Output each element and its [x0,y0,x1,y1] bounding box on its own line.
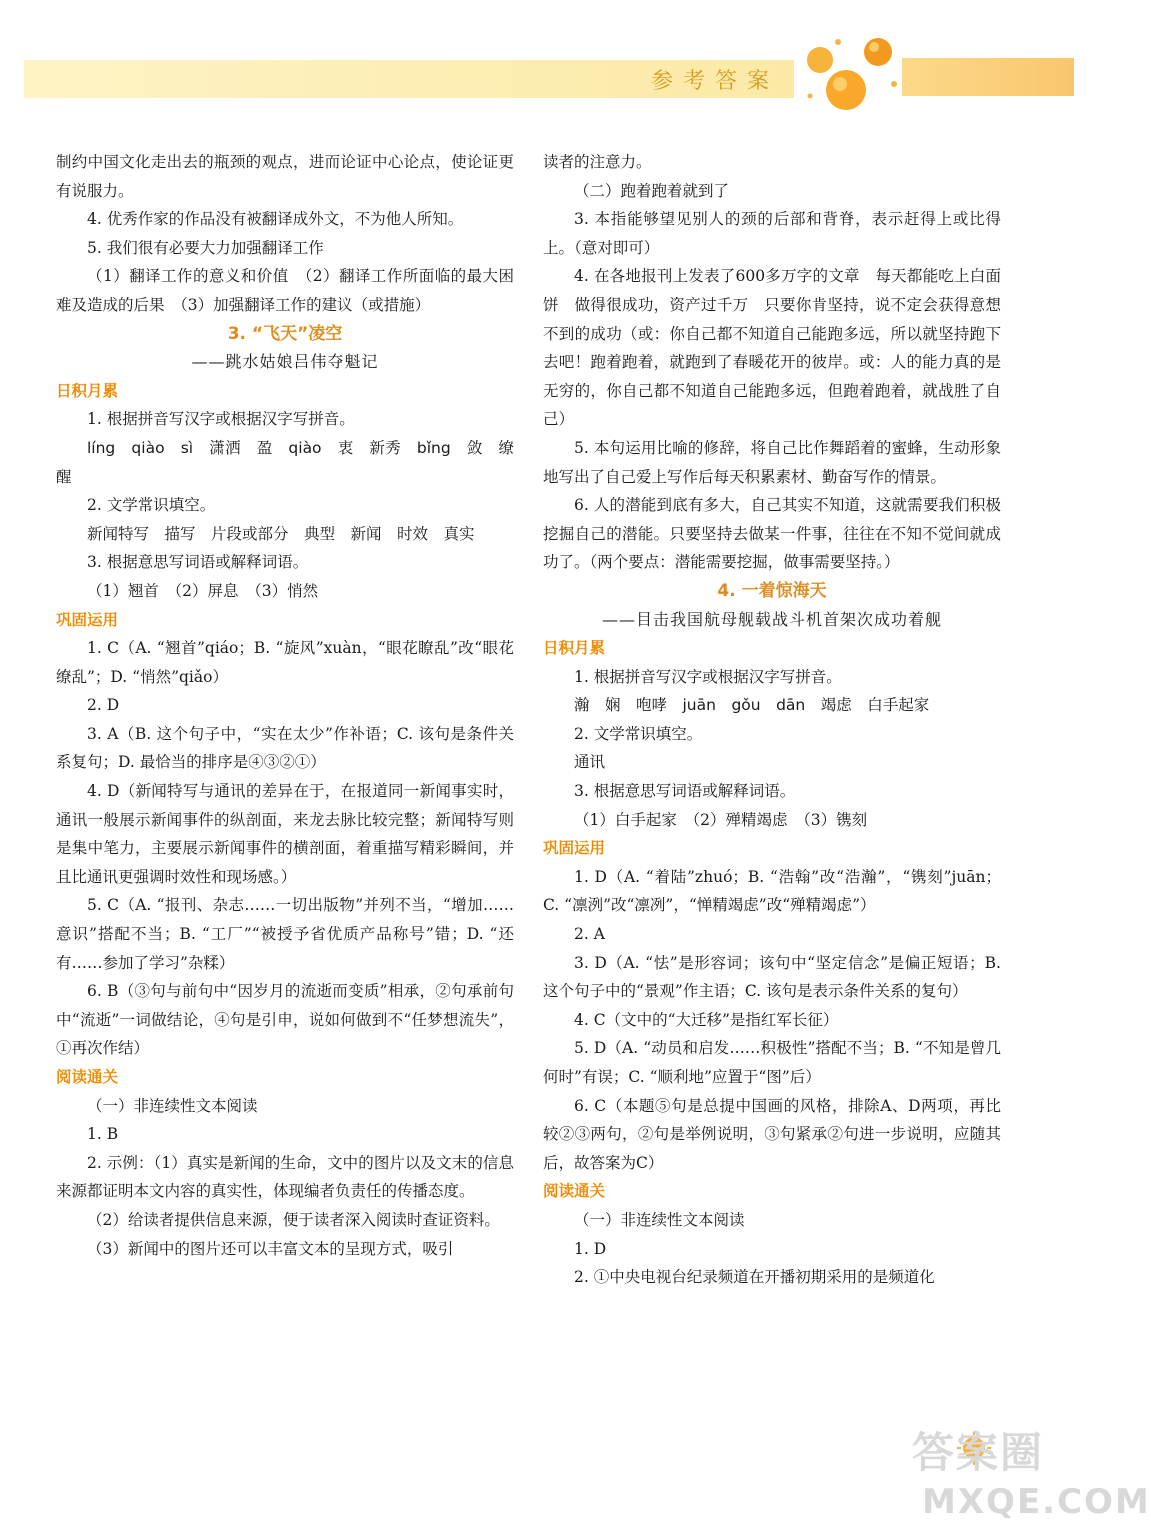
planet-decoration-icon [798,30,902,120]
answer-paragraph: 5. C（A. “报刊、杂志……一切出版物”并列不当，“增加……意识”搭配不当；B. “工厂”“被授予省优质产品称号”错；D. “还有……参加了学习”杂糅） [56,896,514,972]
header-title: 参考答案 [650,69,779,94]
answer-paragraph: 3. 根据意思写词语或解释词语。 [87,553,309,572]
answer-paragraph: 5. 本句运用比喻的修辞，将自己比作舞蹈着的蜜蜂，生动形象地写出了自己爱上写作后每天积累素材、勤奋写作的情景。 [543,438,1001,486]
answer-paragraph: 4. D（新闻特写与通讯的差异在于，在报道同一新闻事实时，通讯一般展示新闻事件的纵剖面，来龙去脉比较完整；新闻特写则是集中笔力，主要展示新闻事件的横剖面，着重描写精彩瞬间，并且比通讯更强调时效性和现场感。） [56,782,514,886]
answer-paragraph: 通讯 [574,753,606,772]
answer-paragraph: 4. 优秀作家的作品没有被翻译成外文，不为他人所知。 [87,210,464,229]
answer-paragraph: （一）非连续性文本阅读 [574,1210,745,1229]
watermark [912,1420,1151,1530]
answer-paragraph: （一）非连续性文本阅读 [87,1096,258,1115]
lesson-title: 3. “飞天”凌空 [227,323,343,344]
answer-paragraph: 2. 文学常识填空。 [574,724,703,743]
answer-paragraph: 1. D（A. “着陆”zhuó；B. “浩翰”改“浩瀚”，“镌刻”juān；C. “凛洌”改“凛冽”，“惮精竭虑”改“殚精竭虑”） [543,867,1001,915]
answer-paragraph: 5. 我们很有必要大力加强翻译工作 [87,238,324,257]
answer-paragraph: 1. 根据拼音写汉字或根据汉字写拼音。 [87,410,355,429]
right-column [543,148,1001,1292]
answer-paragraph: 4. 在各地报刊上发表了600多万字的文章 每天都能吃上白面饼 做得很成功，资产过千万 只要你肯坚持，说不定会获得意想不到的成功（或：你自己都不知道自己能跑多远，所以就坚持跑下去吧！跑着跑着，就跑到了春暖花开的彼岸。或：人的能力真的是无穷的，你自己都不知道自己能跑多远，但跑着跑着，就战胜了自己） [543,267,1001,429]
section-tag: 阅读通关 [543,1182,606,1201]
answer-paragraph: （1）翻译工作的意义和价值 （2）翻译工作所面临的最大困难及造成的后果 （3）加强翻译工作的建议（或措施） [56,267,514,314]
answer-paragraph: 1. B [87,1125,119,1144]
lesson-subtitle: ——目击我国航母舰载战斗机首架次成功着舰 [601,609,942,629]
answer-paragraph: （3）新闻中的图片还可以丰富文本的呈现方式，吸引 [87,1239,454,1258]
answer-paragraph: 3. A（B. 这个句子中，“实在太少”作补语；C. 该句是条件关系复句；D. 最恰当的排序是④③②①） [56,724,514,772]
section-tag: 巩固运用 [543,839,606,858]
header-band-right [902,58,1074,96]
answer-paragraph: 2. 示例：（1）真实是新闻的生命，文中的图片以及文末的信息来源都证明本文内容的真实性，体现编者负责任的传播态度。 [56,1153,514,1201]
answer-paragraph: （1）翘首 （2）屏息 （3）悄然 [87,581,319,600]
answer-paragraph: 制约中国文化走出去的瓶颈的观点，进而论证中心论点，使论证更有说服力。 [56,153,514,200]
answer-paragraph: 4. C（文中的“大迁移”是指红军长征） [574,1010,839,1029]
section-tag: 巩固运用 [56,610,119,629]
lesson-title: 4. 一着惊海天 [717,580,827,601]
lesson-subtitle: ——跳水姑娘吕伟夺魁记 [191,352,379,372]
answer-paragraph: 6. C（本题⑤句是总提中国画的风格，排除A、D两项，再比较②③两句，②句是举例说明，③句紧承②句进一步说明，应随其后，故答案为C） [543,1096,1001,1172]
answer-paragraph: 2. ①中央电视台纪录频道在开播初期采用的是频道化 [574,1268,935,1287]
answer-paragraph: 6. B（③句与前句中“因岁月的流逝而变质”相承，②句承前句中“流逝”一词做结论，④句是引申，说如何做到不“任梦想流失”，①再次作结） [56,982,514,1058]
answer-paragraph: 1. 根据拼音写汉字或根据汉字写拼音。 [574,667,842,686]
answer-paragraph: 2. A [574,925,605,944]
answer-paragraph: 3. 本指能够望见别人的颈的后部和背脊，表示赶得上或比得上。（意对即可） [543,210,1001,257]
answer-paragraph: 新闻特写 描写 片段或部分 典型 新闻 时效 真实 [87,524,475,543]
answer-paragraph: 瀚 娴 咆哮 juān gǒu dān 竭虑 白手起家 [574,696,930,715]
left-column [56,148,530,1263]
answer-paragraph: 读者的注意力。 [543,153,652,171]
watermark-logo: 答案圈 [912,1428,1045,1477]
answer-paragraph: 2. D [87,696,120,715]
answer-paragraph: 1. C（A. “翘首”qiáo；B. “旋风”xuàn，“眼花瞭乱”改“眼花缭乱”；D. “悄然”qiǎo） [56,639,514,686]
answer-paragraph: （2）给读者提供信息来源，便于读者深入阅读时查证资料。 [87,1210,500,1229]
answer-paragraph: （二）跑着跑着就到了 [574,181,730,200]
answer-paragraph: 2. 文学常识填空。 [87,496,216,515]
answer-paragraph: 1. D [574,1239,607,1258]
answer-paragraph: líng qiào sì 潇洒 盈 qiào 衷 新秀 bǐng 敛 缭 醒 [56,438,530,486]
answer-paragraph: 3. 根据意思写词语或解释词语。 [574,782,796,801]
section-tag: 日积月累 [56,381,119,400]
section-tag: 阅读通关 [56,1068,119,1086]
section-tag: 日积月累 [543,639,606,658]
watermark-url: MXQE.COM [922,1482,1151,1522]
answer-paragraph: （1）白手起家 （2）殚精竭虑 （3）镌刻 [574,810,868,829]
answer-paragraph: 6. 人的潜能到底有多大，自己其实不知道，这就需要我们积极挖掘自己的潜能。只要坚持去做某一件事，往往在不知不觉间就成功了。（两个要点：潜能需要挖掘，做事需要坚持。） [543,496,1001,572]
answer-paragraph: 3. D（A. “怯”是形容词；该句中“坚定信念”是偏正短语；B. 这个句子中的“景观”作主语；C. 该句是表示条件关系的复句） [543,953,1001,1001]
answer-paragraph: 5. D（A. “动员和启发……积极性”搭配不当；B. “不知是曾几何时”有误；C. “顺利地”应置于“图”后） [543,1039,1001,1086]
